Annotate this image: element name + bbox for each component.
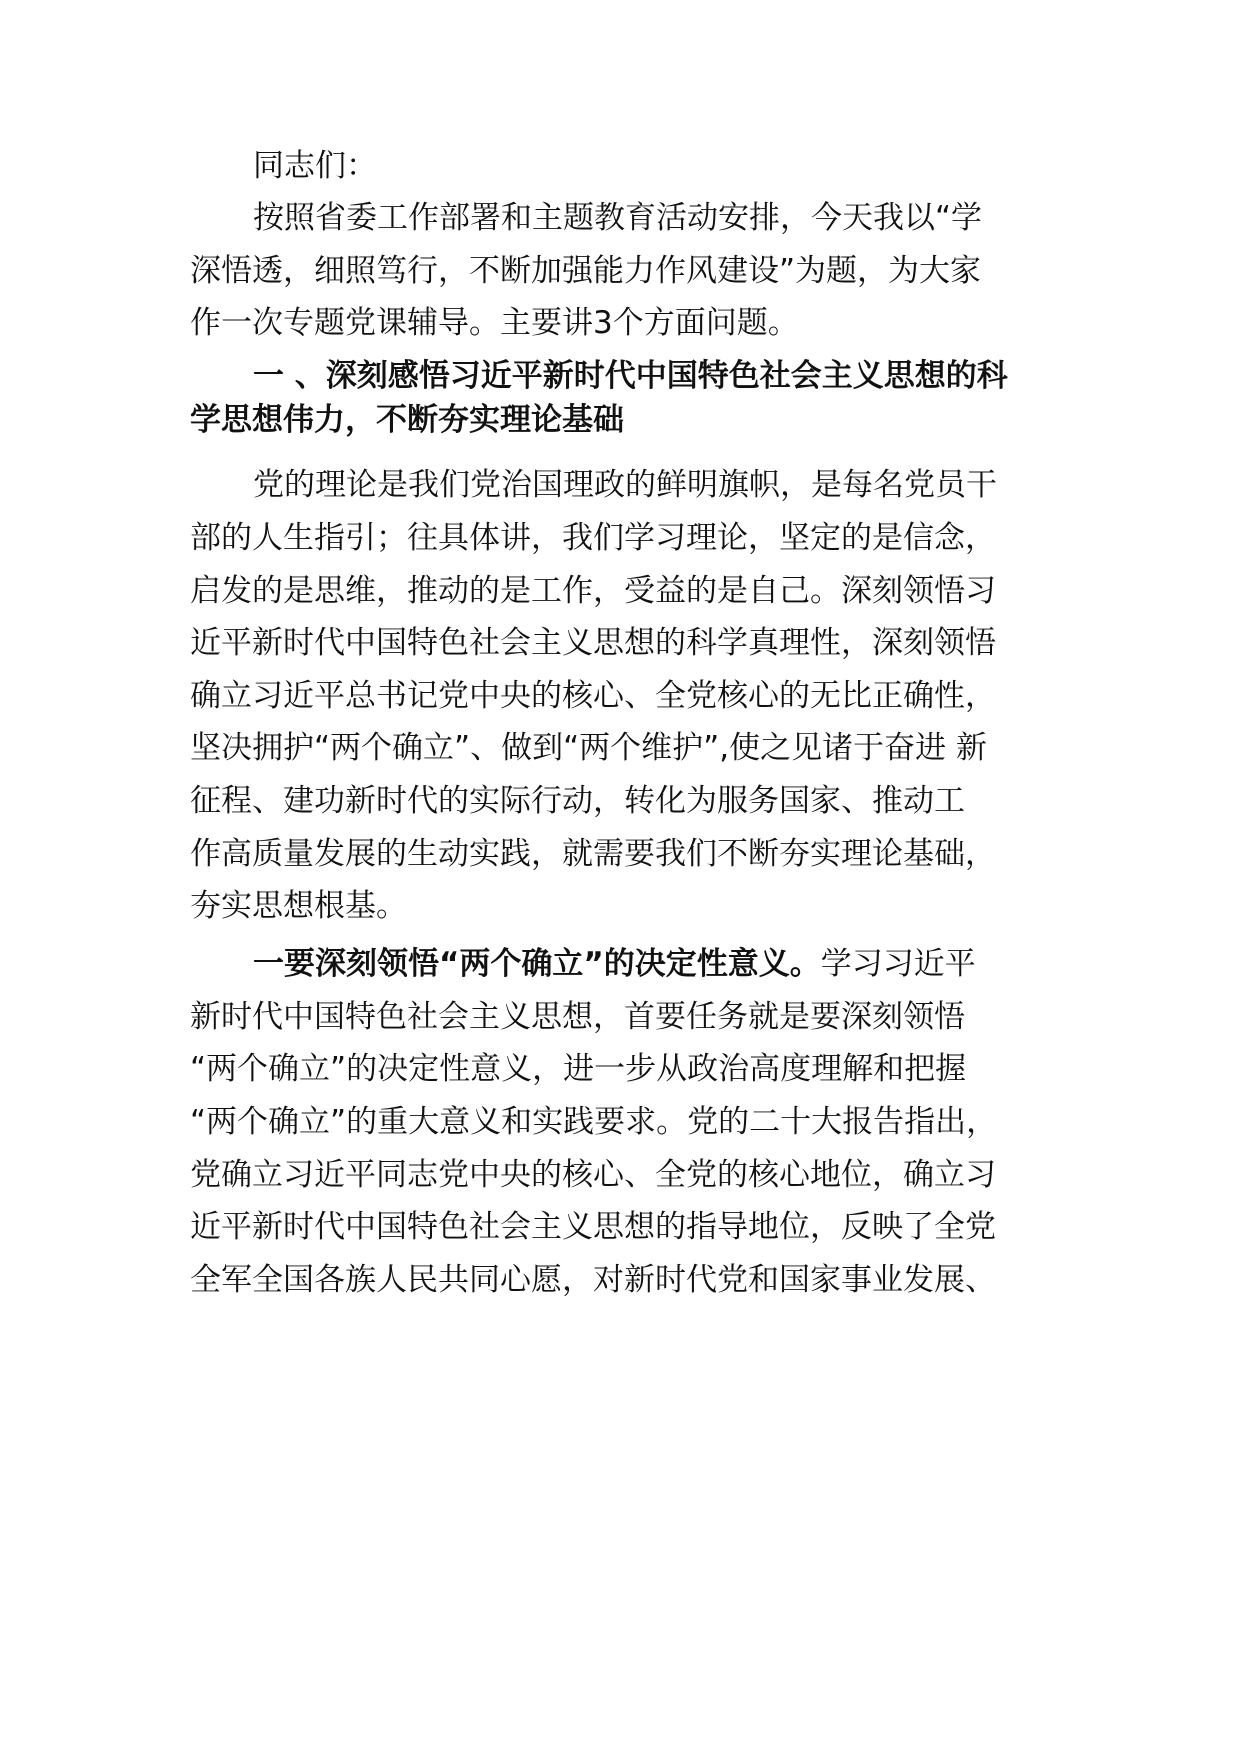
para1-line-2: 部的人生指引；往具体讲，我们学习理论，坚定的是信念，: [190, 520, 996, 556]
para2-line-6: 近平新时代中国特色社会主义思想的指导地位，反映了全党: [190, 1209, 996, 1245]
para1-line-4: 近平新时代中国特色社会主义思想的科学真理性，深刻领悟: [190, 625, 996, 661]
para1-line-6: 坚决拥护“两个确立”、做到“两个维护”,使之见诸于奋进 新: [190, 730, 987, 766]
para2-line-2: 新时代中国特色社会主义思想，首要任务就是要深刻领悟: [190, 999, 965, 1035]
para1-line-3: 启发的是思维，推动的是工作，受益的是自己。深刻领悟习: [190, 573, 996, 609]
para2-line-7: 全军全国各族人民共同心愿，对新时代党和国家事业发展、: [190, 1262, 996, 1298]
para1-line-1: 党的理论是我们党治国理政的鲜明旗帜，是每名党员干: [253, 467, 997, 503]
para1-line-9: 夯实思想根基。: [190, 888, 407, 924]
para2-line-3: “两个确立”的决定性意义，进一步从政治高度理解和把握: [190, 1051, 967, 1087]
para1-line-7: 征程、建功新时代的实际行动，转化为服务国家、推动工: [190, 783, 965, 819]
section-heading-line-2: 学思想伟力，不断夯实理论基础: [190, 402, 624, 438]
para1-line-8: 作高质量发展的生动实践，就需要我们不断夯实理论基础，: [190, 836, 996, 872]
greeting: 同志们：: [253, 148, 377, 184]
para2-line-4: “两个确立”的重大意义和实践要求。党的二十大报告指出，: [190, 1104, 998, 1140]
para2-lead-rest: 学习习近平: [820, 946, 976, 982]
para1-line-5: 确立习近平总书记党中央的核心、全党核心的无比正确性，: [190, 678, 996, 714]
para2-lead-bold: 一要深刻领悟“两个确立”的决定性意义。: [253, 946, 821, 982]
intro-line-1: 按照省委工作部署和主题教育活动安排，今天我以“学: [253, 200, 983, 236]
para2-line-1: [253, 944, 976, 984]
para2-line-5: 党确立习近平同志党中央的核心、全党的核心地位，确立习: [190, 1157, 996, 1193]
intro-line-3: 作一次专题党课辅导。主要讲3个方面问题。: [190, 305, 799, 341]
intro-line-2: 深悟透，细照笃行，不断加强能力作风建设”为题，为大家: [190, 253, 982, 289]
section-heading-line-1: 一 、深刻感悟习近平新时代中国特色社会主义思想的科: [253, 358, 1008, 394]
